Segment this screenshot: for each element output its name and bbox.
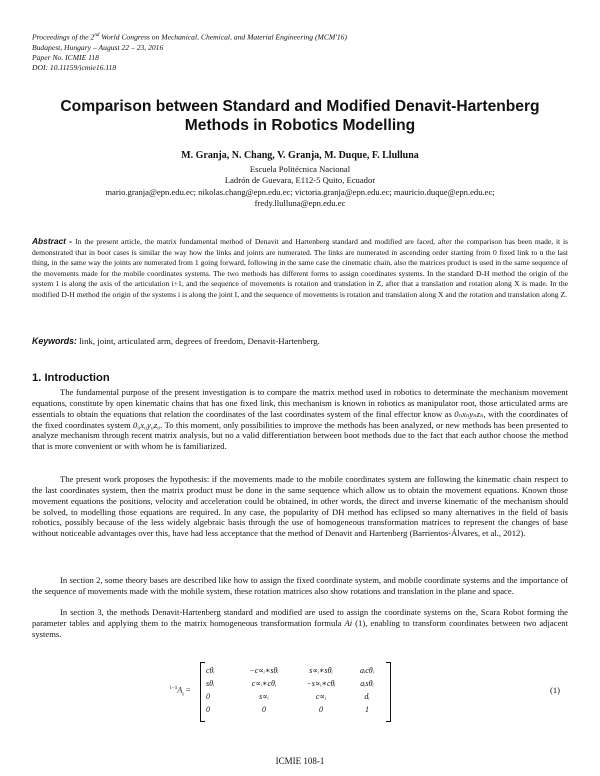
paragraph-4: In section 3, the methods Denavit-Hartenberg standard and modified are used to assign the coordinate systems on the, Scara Robot forming the parameter tables and applying them to the matrix homogeneous transformation formula Ai (1), enabling to transform coordinates between two adjacent systems. (32, 607, 568, 639)
transformation-matrix (206, 664, 384, 716)
left-bracket (200, 662, 205, 722)
header-line-3: Paper No. ICMIE 118 (32, 53, 99, 63)
keywords-label: Keywords: (32, 336, 77, 346)
author-list: M. Granja, N. Chang, V. Granja, M. Duque, F. Llulluna (181, 150, 419, 161)
fixed-system-symbol: 0₀x₀y₀z₀ (133, 419, 161, 430)
page-footer: ICMIE 108-1 (275, 756, 325, 766)
abstract-text: In the present article, the matrix fundamental method of Denavit and Hartenberg standard and modified are faced, after the comparison has been made, it is demonstrated that in boot cases is similar the way how the links and joints are numerated. The links are numerated in ascending order starting from 0 fixed link to n the last thing, in the same way the joints are numerated from 1 going forward, following in the same case the cinematic chain, also the matrices product is used in the same sequence of the movements made for the mobile coordinates systems. The two methods has different forms to assign coordinates systems. In the standard D-H method the origin of the system 1 is along the axis of the articulation i+1, and the sequence of movements is rotation and translation in Z, after that a translation and rotation along X is made. In the modified D-H method the origin of the systems i is along the joint I, and the sequence of movements is rotation and translation along X and the rotation and translation along Z. (32, 237, 569, 299)
address: Ladrón de Guevara, E112-5 Quito, Ecuador (224, 175, 376, 186)
abstract (32, 236, 568, 301)
matrix-row: sθᵢ c∝ᵢ∗cθᵢ −s∝ᵢ∗cθᵢ aᵢsθᵢ (206, 679, 374, 688)
header-line-1: Proceedings of the 2nd World Congress on Mechanical, Chemical, and Material Engineering (MCM'16) (32, 32, 347, 42)
paper-title (40, 97, 560, 135)
affiliation (40, 164, 560, 210)
right-bracket (386, 662, 391, 722)
title-line-2: Methods in Robotics Modelling (184, 117, 416, 134)
section-heading: 1. Introduction (32, 372, 110, 384)
header-line-2: Budapest, Hungary – August 22 – 23, 2016 (32, 42, 164, 52)
emails-line-1: mario.granja@epn.edu.ec; nikolas.chang@epn.edu.ec; victoria.granja@epn.edu.ec; mauricio.duque@epn.edu.ec; (105, 186, 495, 197)
equation-number: (1) (550, 685, 561, 695)
matrix-row: cθᵢ −c∝ᵢ∗sθᵢ s∝ᵢ∗sθᵢ aᵢcθᵢ (206, 666, 374, 675)
proceedings-header (32, 31, 347, 74)
title-line-1: Comparison between Standard and Modified Denavit-Hartenberg (60, 98, 540, 115)
final-effector-symbol: 0ₙxₙyₙzₙ (454, 408, 484, 419)
equation-1 (170, 662, 570, 724)
keywords-text: link, joint, articulated arm, degrees of freedom, Denavit-Hartenberg. (76, 336, 320, 346)
equation-lhs: $^{i-1}A_i$ = (170, 685, 191, 698)
paragraph-3: In section 2, some theory bases are described like how to assign the fixed coordinate system, and mobile coordinate systems and the importance of the sequence of movements made with the mobile system, these rotation matrices also show rotations and translation in the plane and space. (32, 575, 568, 596)
abstract-label: Abstract - (32, 236, 76, 246)
institution: Escuela Politécnica Nacional (249, 164, 351, 174)
paragraph-1: The fundamental purpose of the present investigation is to compare the matrix method used in robotics to determinate the mechanism movement equations, constitute by open kinematic chains that has one fixed link, this mechanism is known in robotics as manipulator root, those articulated arms are essentials to obtain the equations that relation the coordinates of the last coordinates system of the final effector know as 0ₙxₙyₙzₙ, with the coordinates of the fixed coordinates system 0₀x₀y₀z₀. To this moment, only possibilities to improve the methods has been analyzed, or new methods has been presented to analyze mechanism through recent matrix analysis, but no a valid differentiation between boot methods due to the fact that each author choose the method that is more convenient or with whom he is familiarized. (32, 387, 569, 452)
keywords (32, 336, 568, 346)
emails-line-2: fredy.llulluna@epn.edu.ec (254, 198, 346, 209)
matrix-row: 0 s∝ᵢ c∝ᵢ dᵢ (206, 692, 370, 701)
matrix-symbol: Ai (344, 617, 353, 628)
header-line-4: DOI: 10.11159/icmie16.118 (32, 63, 117, 73)
matrix-row: 0 0 0 1 (206, 705, 369, 714)
paragraph-2: The present work proposes the hypothesis: if the movements made to the mobile coordinates system are following the kinematic chain respect to the last coordinates system, then the matrix product must be done in the same sequence which allow us to obtain the movement equations. Known those movement equations the positions, velocity and acceleration could be obtained, in other words, the direct and inverse kinematic of the mechanism should be solved, to modelling those equations are required. In any case, the popularity of DH method has eclipsed so many alternatives in the field of basis robotics, possibly because of the less widely algebraic basis through the use of homogeneous transformation matrices to represent the changes of base without noticeable advantages over this, have had less acceptance that the method of Denavit and Hartenberg (Barrientos-Álvares, et al., 2012). (32, 474, 568, 539)
